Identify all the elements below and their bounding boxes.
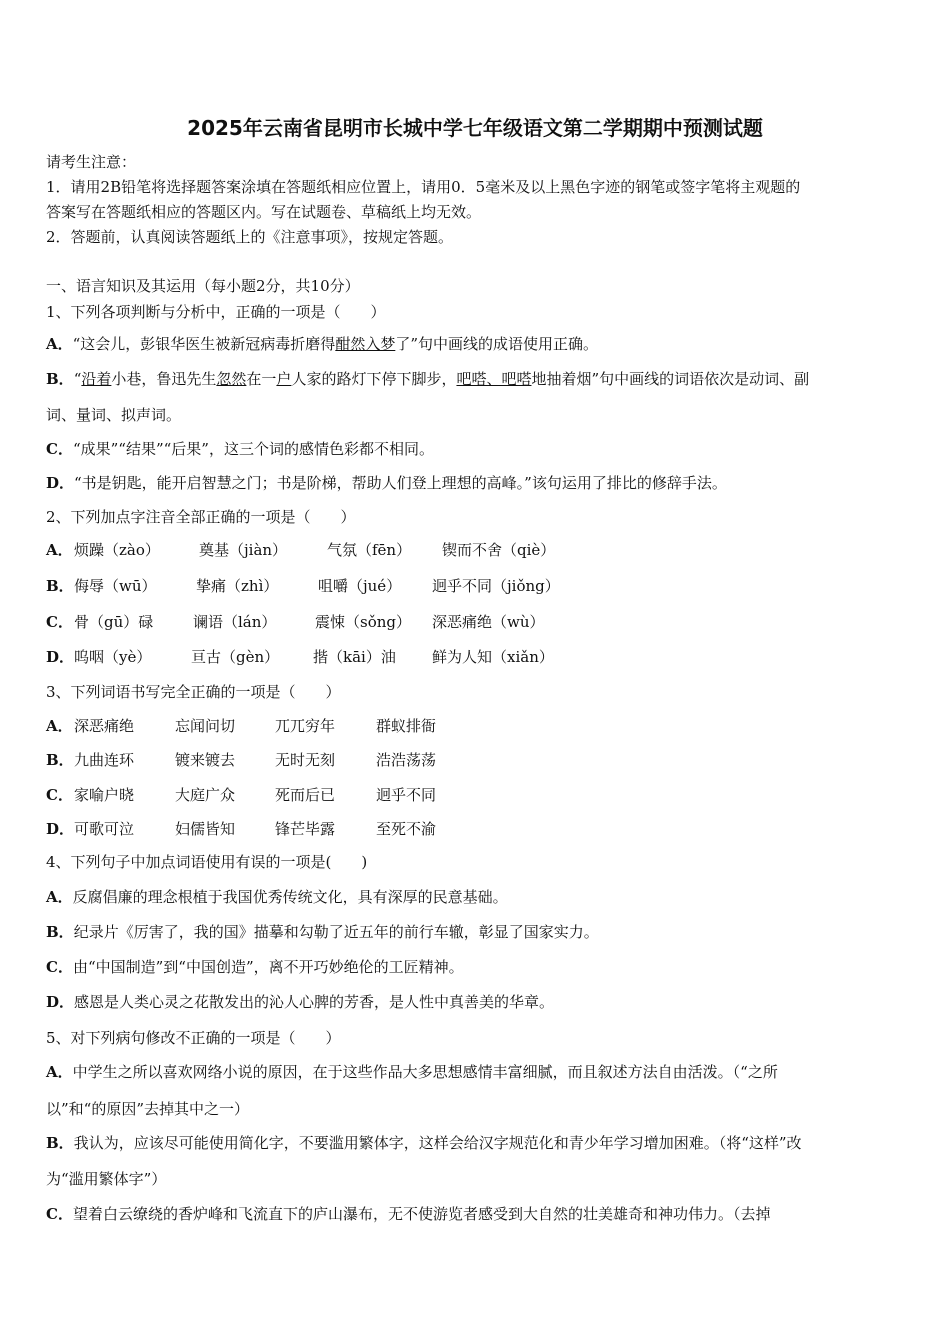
option-letter: C． — [46, 1205, 73, 1223]
q5-option-a: A．中学生之所以喜欢网络小说的原因，在于这些作品大多思想感情丰富细腻，而且叙述方法自由活泼。（“之所 — [46, 1063, 778, 1081]
underlined-word: 吧嗒、吧嗒 — [456, 370, 532, 388]
q2-stem: 2、下列加点字注音全部正确的一项是（ ） — [46, 508, 356, 526]
option-letter: A． — [46, 717, 73, 735]
q1-option-b-continued: 词、量词、拟声词。 — [46, 406, 182, 424]
q1-option-c: C．“成果”“结果”“后果”，这三个词的感情色彩都不相同。 — [46, 440, 434, 458]
underlined-word: 沿着 — [81, 370, 112, 388]
page-title: 2025年云南省昆明市长城中学七年级语文第二学期期中预测试题 — [187, 116, 763, 140]
option-letter: B． — [46, 923, 74, 941]
option-letter: B． — [46, 577, 74, 595]
underlined-phrase: 酣然入梦 — [335, 335, 396, 353]
option-letter: D． — [46, 820, 75, 838]
notice-line-2: 答案写在答题纸相应的答题区内。写在试题卷、草稿纸上均无效。 — [46, 203, 482, 221]
option-letter: D． — [46, 474, 75, 492]
q4-option-b: B．纪录片《厉害了，我的国》描摹和勾勒了近五年的前行车辙，彰显了国家实力。 — [46, 923, 599, 941]
q2-option-c: C．骨（gū）碌 谰语（lán） 震悚（sǒng） 深恶痛绝（wù） — [46, 613, 545, 631]
option-letter: A． — [46, 335, 73, 353]
q4-option-c: C．由“中国制造”到“中国创造”，离不开巧妙绝伦的工匠精神。 — [46, 958, 464, 976]
q4-option-a: A．反腐倡廉的理念根植于我国优秀传统文化，具有深厚的民意基础。 — [46, 888, 508, 906]
notice-line-3: 2．答题前，认真阅读答题纸上的《注意事项》，按规定答题。 — [46, 228, 454, 246]
option-letter: C． — [46, 440, 73, 458]
q1-option-a: A．“这会儿，彭银华医生被新冠病毒折磨得酣然入梦了”句中画线的成语使用正确。 — [46, 335, 598, 353]
q5-stem: 5、对下列病句修改不正确的一项是（ ） — [46, 1029, 341, 1047]
option-letter: A． — [46, 541, 73, 559]
underlined-word: 忽然 — [216, 370, 247, 388]
q1-option-b: B．“沿着小巷，鲁迅先生忽然在一户人家的路灯下停下脚步，吧嗒、吧嗒地抽着烟”句中画线的词语依次是动词、副 — [46, 370, 810, 388]
q5-option-a-continued: 以”和“的原因”去掉其中之一） — [46, 1100, 250, 1118]
q5-option-b: B．我认为，应该尽可能使用简化字，不要滥用繁体字，这样会给汉字规范化和青少年学习增加困难。（将“这样”改 — [46, 1134, 802, 1152]
option-letter: D． — [46, 993, 75, 1011]
option-letter: B． — [46, 751, 74, 769]
option-letter: C． — [46, 613, 73, 631]
option-letter: A． — [46, 1063, 73, 1081]
q2-option-d: D．呜咽（yè） 亘古（gèn） 揩（kāi）油 鲜为人知（xiǎn） — [46, 648, 554, 666]
q4-stem: 4、下列句子中加点词语使用有误的一项是( ) — [46, 853, 368, 871]
q5-option-b-continued: 为“滥用繁体字”） — [46, 1170, 167, 1188]
q3-option-b: B．九曲连环 镀来镀去 无时无刻 浩浩荡荡 — [46, 751, 437, 769]
notice-line-1: 1．请用2B铅笔将选择题答案涂填在答题纸相应位置上，请用0．5毫米及以上黑色字迹的钢笔或签字笔将主观题的 — [46, 178, 801, 196]
option-letter: A． — [46, 888, 73, 906]
q3-option-c: C．家喻户晓 大庭广众 死而后已 迥乎不同 — [46, 786, 437, 804]
option-letter: B． — [46, 370, 74, 388]
option-letter: C． — [46, 958, 73, 976]
underlined-word: 户 — [276, 370, 292, 388]
q1-option-d: D．“书是钥匙，能开启智慧之门；书是阶梯，帮助人们登上理想的高峰。”该句运用了排比的修辞手法。 — [46, 474, 727, 492]
q3-stem: 3、下列词语书写完全正确的一项是（ ） — [46, 683, 341, 701]
section-heading: 一、语言知识及其运用（每小题2分，共10分） — [46, 277, 360, 295]
q2-option-a: A．烦躁（zào） 奠基（jiàn） 气氛（fēn） 锲而不舍（qiè） — [46, 541, 556, 559]
q5-option-c: C．望着白云缭绕的香炉峰和飞流直下的庐山瀑布，无不使游览者感受到大自然的壮美雄奇和神功伟力。（去掉 — [46, 1205, 771, 1223]
q4-option-d: D．感恩是人类心灵之花散发出的沁人心脾的芳香，是人性中真善美的华章。 — [46, 993, 555, 1011]
q1-stem: 1、下列各项判断与分析中，正确的一项是（ ） — [46, 303, 386, 321]
option-letter: D． — [46, 648, 75, 666]
q2-option-b: B．侮辱（wū） 挚痛（zhì） 咀嚼（jué） 迥乎不同（jiǒng） — [46, 577, 560, 595]
q3-option-d: D．可歌可泣 妇儒皆知 锋芒毕露 至死不渝 — [46, 820, 437, 838]
notice-heading: 请考生注意： — [46, 153, 137, 171]
option-letter: C． — [46, 786, 73, 804]
option-letter: B． — [46, 1134, 74, 1152]
q3-option-a: A．深恶痛绝 忘闻问切 兀兀穷年 群蚁排衙 — [46, 717, 437, 735]
